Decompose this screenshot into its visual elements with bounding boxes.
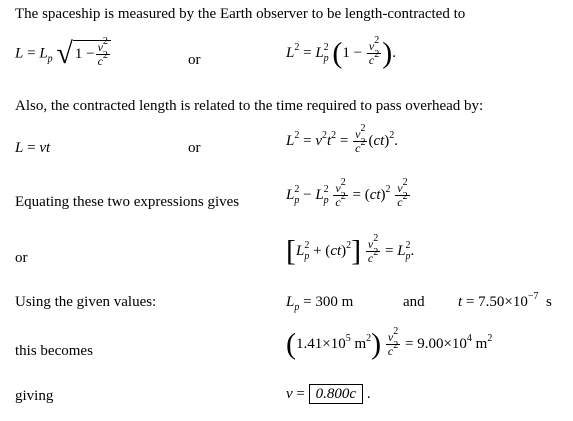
- or-label-3: or: [15, 250, 28, 266]
- t-mantissa: 7.50×10: [478, 294, 528, 310]
- or-label-1: or: [188, 52, 201, 68]
- rhs-exponent: 4: [466, 332, 472, 344]
- intro-text: The spaceship is measured by the Earth observer to be length-contracted to: [15, 6, 466, 22]
- equating-text: Equating these two expressions gives: [15, 194, 240, 210]
- rearranged-eq: $[L^2_p + (ct)^2]$ $\frac{v^2}{c^2}$ = $L^2_p$.: [286, 233, 415, 268]
- length-time-eq: L = vt: [15, 140, 51, 156]
- answer-eq: v = 0.800c .: [286, 386, 371, 402]
- lp-value-text: 300 m: [315, 294, 354, 310]
- using-text: Using the given values:: [15, 294, 157, 310]
- and-label: and: [403, 294, 425, 310]
- length-contraction-squared-eq: $L^2 = L^2_p$ (1 − $\frac{v^2}{c^2}$ ).: [286, 35, 396, 70]
- coef-mantissa: 1.41×10: [296, 335, 346, 352]
- answer-box: 0.800c: [309, 384, 363, 404]
- or-label-2: or: [188, 140, 201, 156]
- equated-eq: $L^2_p - L^2_p$ $\frac{v^2}{c^2}$ = (ct)$^2$ $\frac{v^2}{c^2}$: [286, 177, 408, 209]
- lp-value: $L_p = 300$ m: [286, 294, 354, 313]
- numeric-eq: ($1.41\times 10^5$ $m^2$) $\frac{v^2}{c^2}$ = $9.00\times 10^4$ $m^2$: [286, 326, 493, 361]
- rhs-mantissa: 9.00×10: [417, 335, 467, 352]
- also-text: Also, the contracted length is related to the time required to pass overhead by:: [15, 98, 484, 114]
- length-contraction-eq: $L = L_p$ √ 1 − $\frac{v^2}{c^2}$: [15, 40, 111, 68]
- giving-text: giving: [15, 388, 54, 404]
- t-exponent: −7: [527, 291, 539, 302]
- becomes-text: this becomes: [15, 343, 93, 359]
- t-value: $t = 7.50\times 10^{-7}$ s: [458, 291, 552, 310]
- t-unit: s: [546, 294, 552, 310]
- length-time-squared-eq: $L^2 = v^2t^2$ = $\frac{v^2}{c^2}$ (ct)$^2$.: [286, 123, 399, 155]
- coef-exponent: 5: [345, 332, 351, 344]
